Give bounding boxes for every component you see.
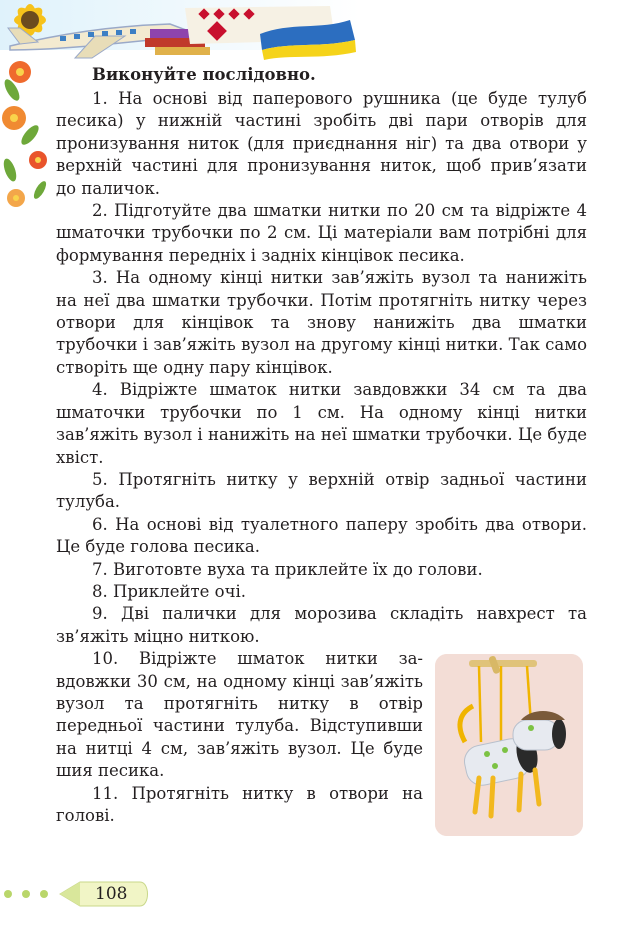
section-heading: Виконуйте послідовно. <box>92 65 316 84</box>
flowers-decoration <box>0 60 58 210</box>
flower-icon <box>2 106 26 130</box>
flower-icon <box>7 189 25 207</box>
flower-icon <box>29 151 47 169</box>
step-paragraph: 1. На основі від паперового рушника (це буде тулуб песика) у нижній частині зробіть дві пари отворів для пронизування ниток (для приєднання ніг) та два отвори у верхній частині для пронизування ниток, щоб прив’язати до паличок. <box>56 89 587 198</box>
flower-icon <box>9 61 31 83</box>
page-number: 108 <box>95 884 128 904</box>
step-paragraph: 7. Виготовте вуха та приклейте їх до голови. <box>92 559 483 579</box>
puppet-dog-illustration <box>435 654 583 836</box>
embroidered-towel-icon <box>185 6 356 60</box>
page-marker-decoration <box>0 874 160 914</box>
step-paragraph: 4. Відріжте шматок нитки завдовжки 34 см та два шматочки трубочки по 1 см. На одному кінці нитки зав’яжіть вузол і нанижіть на неї шматки трубочки. Це буде хвіст. <box>56 380 587 467</box>
step-paragraph: 2. Підготуйте два шматки нитки по 20 см та відріжте 4 шматочки трубочки по 2 см. Ці матеріали вам потрібні для формування передніх і задніх кінцівок песика. <box>56 201 587 265</box>
step-paragraph: 3. На одному кінці нитки зав’яжіть вузол та нанижіть на неї два шматки трубочки. Потім протягніть нитку через отвори для кінцівок та знову нанижіть два шматки трубочки і зав’яжіть вузол на другому кінці нитки. Так само створіть ще одну пару кінцівок. <box>56 268 587 377</box>
puppet-photo-wrapper <box>435 654 587 836</box>
step-paragraph: 6. На основі від туалетного паперу зробіть два отвори. Це буде голова песика. <box>56 514 587 557</box>
step-paragraph: 11. Протягніть нитку в отвори на голові. <box>56 783 423 825</box>
instructions-text <box>56 88 587 836</box>
step-paragraph: 8. Приклейте очі. <box>92 581 246 601</box>
step-paragraph: 9. Дві палички для морозива складіть навхрест та зв’яжіть міцно ниткою. <box>56 604 587 646</box>
puppet-dog-photo <box>435 654 583 836</box>
step-paragraph: 10. Відріжте шматок нитки завдовжки 30 см, на одному кінці зав’яжіть вузол та протягніть нитку в отвір передньої частини тулуба. Відступивши на нитці 4 см, зав’яжіть вузол. Це буде шия песика. <box>56 649 423 781</box>
step-paragraph: 5. Протягніть нитку у верхній отвір задньої частини тулуба. <box>56 469 587 512</box>
